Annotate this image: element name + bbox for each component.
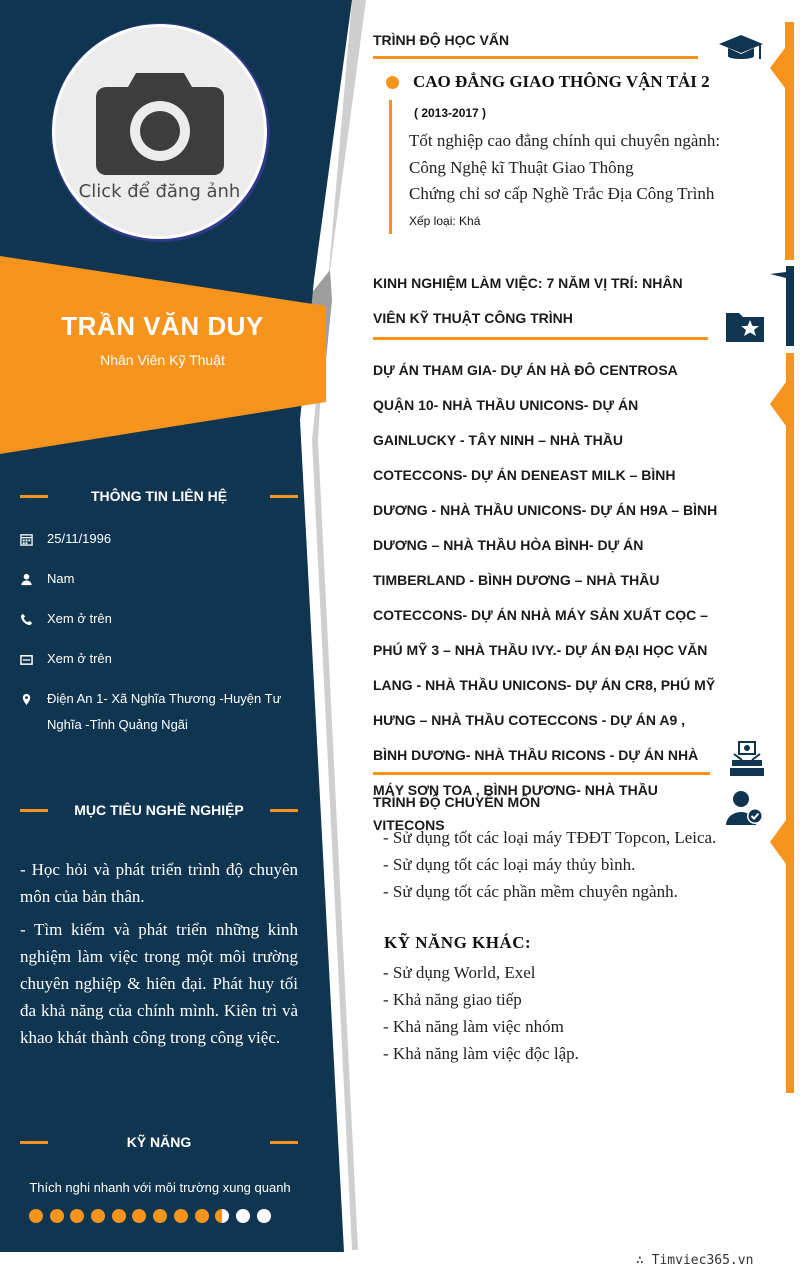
phone-value: Xem ở trên: [47, 611, 112, 626]
other-skills: [383, 959, 579, 1067]
skill-rating-dot[interactable]: [91, 1209, 105, 1223]
skill-rating-dot[interactable]: [70, 1209, 84, 1223]
experience-heading: KINH NGHIỆM LÀM VIỆC: 7 NĂM VỊ TRÍ: NHÂN VIÊN KỸ THUẬT CÔNG TRÌNH: [373, 275, 683, 326]
skills-heading: [20, 1134, 298, 1150]
other-skill-item: - Sử dụng World, Exel: [383, 963, 536, 982]
contact-birthday: [20, 526, 290, 552]
experience-projects: DỰ ÁN THAM GIA- DỰ ÁN HÀ ĐÔ CENTROSA QUẬN 10- NHÀ THẦU UNICONS- DỰ ÁN GAINLUCKY - TÂY NINH – NHÀ THẦU COTECCONS- DỰ ÁN DENEAST MILK – BÌNH DƯƠNG - NHÀ THẦU UNICONS- DỰ ÁN H9A – BÌNH DƯƠNG – NHÀ THẦU HÒA BÌNH- DỰ ÁN TIMBERLAND - BÌNH DƯƠNG – NHÀ THẦU COTECCONS- DỰ ÁN NHÀ MÁY SẢN XUẤT CỌC – PHÚ MỸ 3 – NHÀ THẦU IVY.- DỰ ÁN ĐẠI HỌC VĂN LANG - NHÀ THẦU UNICONS- DỰ ÁN CR8, PHÚ MỸ HƯNG – NHÀ THẦU COTECCONS - DỰ ÁN A9 , BÌNH DƯƠNG- NHÀ THẦU RICONS - DỰ ÁN NHÀ MÁY SƠN TOA , BÌNH DƯƠNG- NHÀ THẦU VITECONS: [373, 362, 718, 833]
contact-heading: [20, 488, 298, 504]
heading-bar-left: [20, 809, 48, 812]
other-skill-item: - Khả năng làm việc độc lập.: [383, 1044, 579, 1063]
skill-rating-dot[interactable]: [112, 1209, 126, 1223]
contact-address: [20, 686, 290, 738]
skill-rating-dot[interactable]: [50, 1209, 64, 1223]
professional-skill-item: - Sử dụng tốt các loại máy thủy bình.: [383, 855, 636, 874]
education-line: Chứng chỉ sơ cấp Nghề Trắc Địa Công Trình: [409, 184, 715, 203]
education-rule: [373, 56, 698, 59]
contact-phone: [20, 606, 290, 632]
skill-name: Thích nghi nhanh với môi trường xung quanh: [29, 1180, 291, 1195]
career-goal-paragraph: - Tìm kiếm và phát triển những kinh nghiệm làm việc trong một môi trường chuyên nghiệp & hiên đại. Phát huy tối đa khả năng của chính mình. Kiên trì và khao khát thành công trong công việc.: [20, 920, 298, 1047]
email-icon: [20, 653, 33, 666]
contact-heading-text: THÔNG TIN LIÊN HỆ: [90, 488, 228, 504]
professional-skills: [383, 824, 716, 905]
candidate-name: TRẦN VĂN DUY: [61, 311, 264, 341]
skills-heading-text: KỸ NĂNG: [126, 1134, 192, 1150]
career-goal-paragraph: - Học hỏi và phát triển trình độ chuyên môn của bản thân.: [20, 860, 298, 906]
professional-skill-item: - Sử dụng tốt các loại máy TĐĐT Topcon, Leica.: [383, 828, 717, 847]
skill-rating-dots: [29, 1209, 277, 1223]
skill-rating-dot[interactable]: [132, 1209, 146, 1223]
heading-bar-left: [20, 495, 48, 498]
education-years: ( 2013-2017 ): [414, 106, 487, 120]
education-line: Công Nghệ kĩ Thuật Giao Thông: [409, 157, 634, 177]
education-line: Tốt nghiệp cao đẳng chính qui chuyên ngành:: [409, 131, 721, 150]
heading-bar-right: [270, 495, 298, 498]
experience-rule: [373, 337, 708, 340]
photo-upload[interactable]: [52, 24, 267, 239]
birthday-value: 25/11/1996: [47, 531, 112, 546]
gender-value: Nam: [47, 571, 75, 586]
camera-icon: [96, 71, 224, 175]
user-check-icon: [725, 790, 765, 826]
map-pin-icon: [20, 693, 33, 706]
career-goal-heading-text: MỤC TIÊU NGHỀ NGHIỆP: [74, 802, 244, 818]
projects-rule: [373, 772, 710, 775]
calendar-icon: [20, 533, 33, 546]
education-school: CAO ĐẲNG GIAO THÔNG VẬN TẢI 2: [413, 72, 710, 91]
address-line-2: Nghĩa -Tỉnh Quảng Ngãi: [47, 717, 188, 732]
user-icon: [20, 573, 33, 586]
heading-bar-right: [270, 1141, 298, 1144]
skill-rating-dot[interactable]: [195, 1209, 209, 1223]
career-goal-heading: [20, 802, 298, 818]
other-skill-item: - Khả năng làm việc nhóm: [383, 1017, 564, 1036]
contact-gender: [20, 566, 290, 592]
education-description: [409, 128, 720, 208]
education-timeline: [389, 100, 392, 234]
other-skills-heading: KỸ NĂNG KHÁC:: [384, 933, 532, 952]
skill-rating-dot[interactable]: [215, 1209, 229, 1223]
address-line-1: Điện An 1- Xã Nghĩa Thương -Huyện Tư: [47, 691, 282, 706]
education-heading: TRÌNH ĐỘ HỌC VẤN: [373, 32, 510, 48]
heading-bar-right: [270, 809, 298, 812]
construction-worker-icon: [728, 740, 766, 778]
brand-watermark[interactable]: ∴ Timviec365.vn: [636, 1253, 754, 1268]
other-skill-item: - Khả năng giao tiếp: [383, 990, 522, 1009]
skill-rating-dot[interactable]: [257, 1209, 271, 1223]
education-bullet: [386, 76, 399, 89]
folder-star-icon: [725, 308, 765, 343]
skill-rating-dot[interactable]: [29, 1209, 43, 1223]
skill-rating-dot[interactable]: [174, 1209, 188, 1223]
phone-icon: [20, 613, 33, 626]
heading-bar-left: [20, 1141, 48, 1144]
skill-rating-dot[interactable]: [153, 1209, 167, 1223]
skill-rating-dot[interactable]: [236, 1209, 250, 1223]
professional-skill-item: - Sử dụng tốt các phần mềm chuyên ngành.: [383, 882, 678, 901]
contact-email: [20, 646, 290, 672]
email-value: Xem ở trên: [47, 651, 112, 666]
professional-heading: TRÌNH ĐỘ CHUYÊN MÔN: [373, 794, 541, 810]
career-goal-text: [20, 856, 298, 1051]
graduation-cap-icon: [719, 33, 764, 65]
brand-name: Timviec365.vn: [651, 1253, 754, 1268]
photo-upload-label: Click để đăng ảnh: [78, 181, 241, 202]
candidate-title: Nhân Viên Kỹ Thuật: [100, 352, 225, 368]
education-grade: Xếp loại: Khá: [409, 214, 481, 228]
